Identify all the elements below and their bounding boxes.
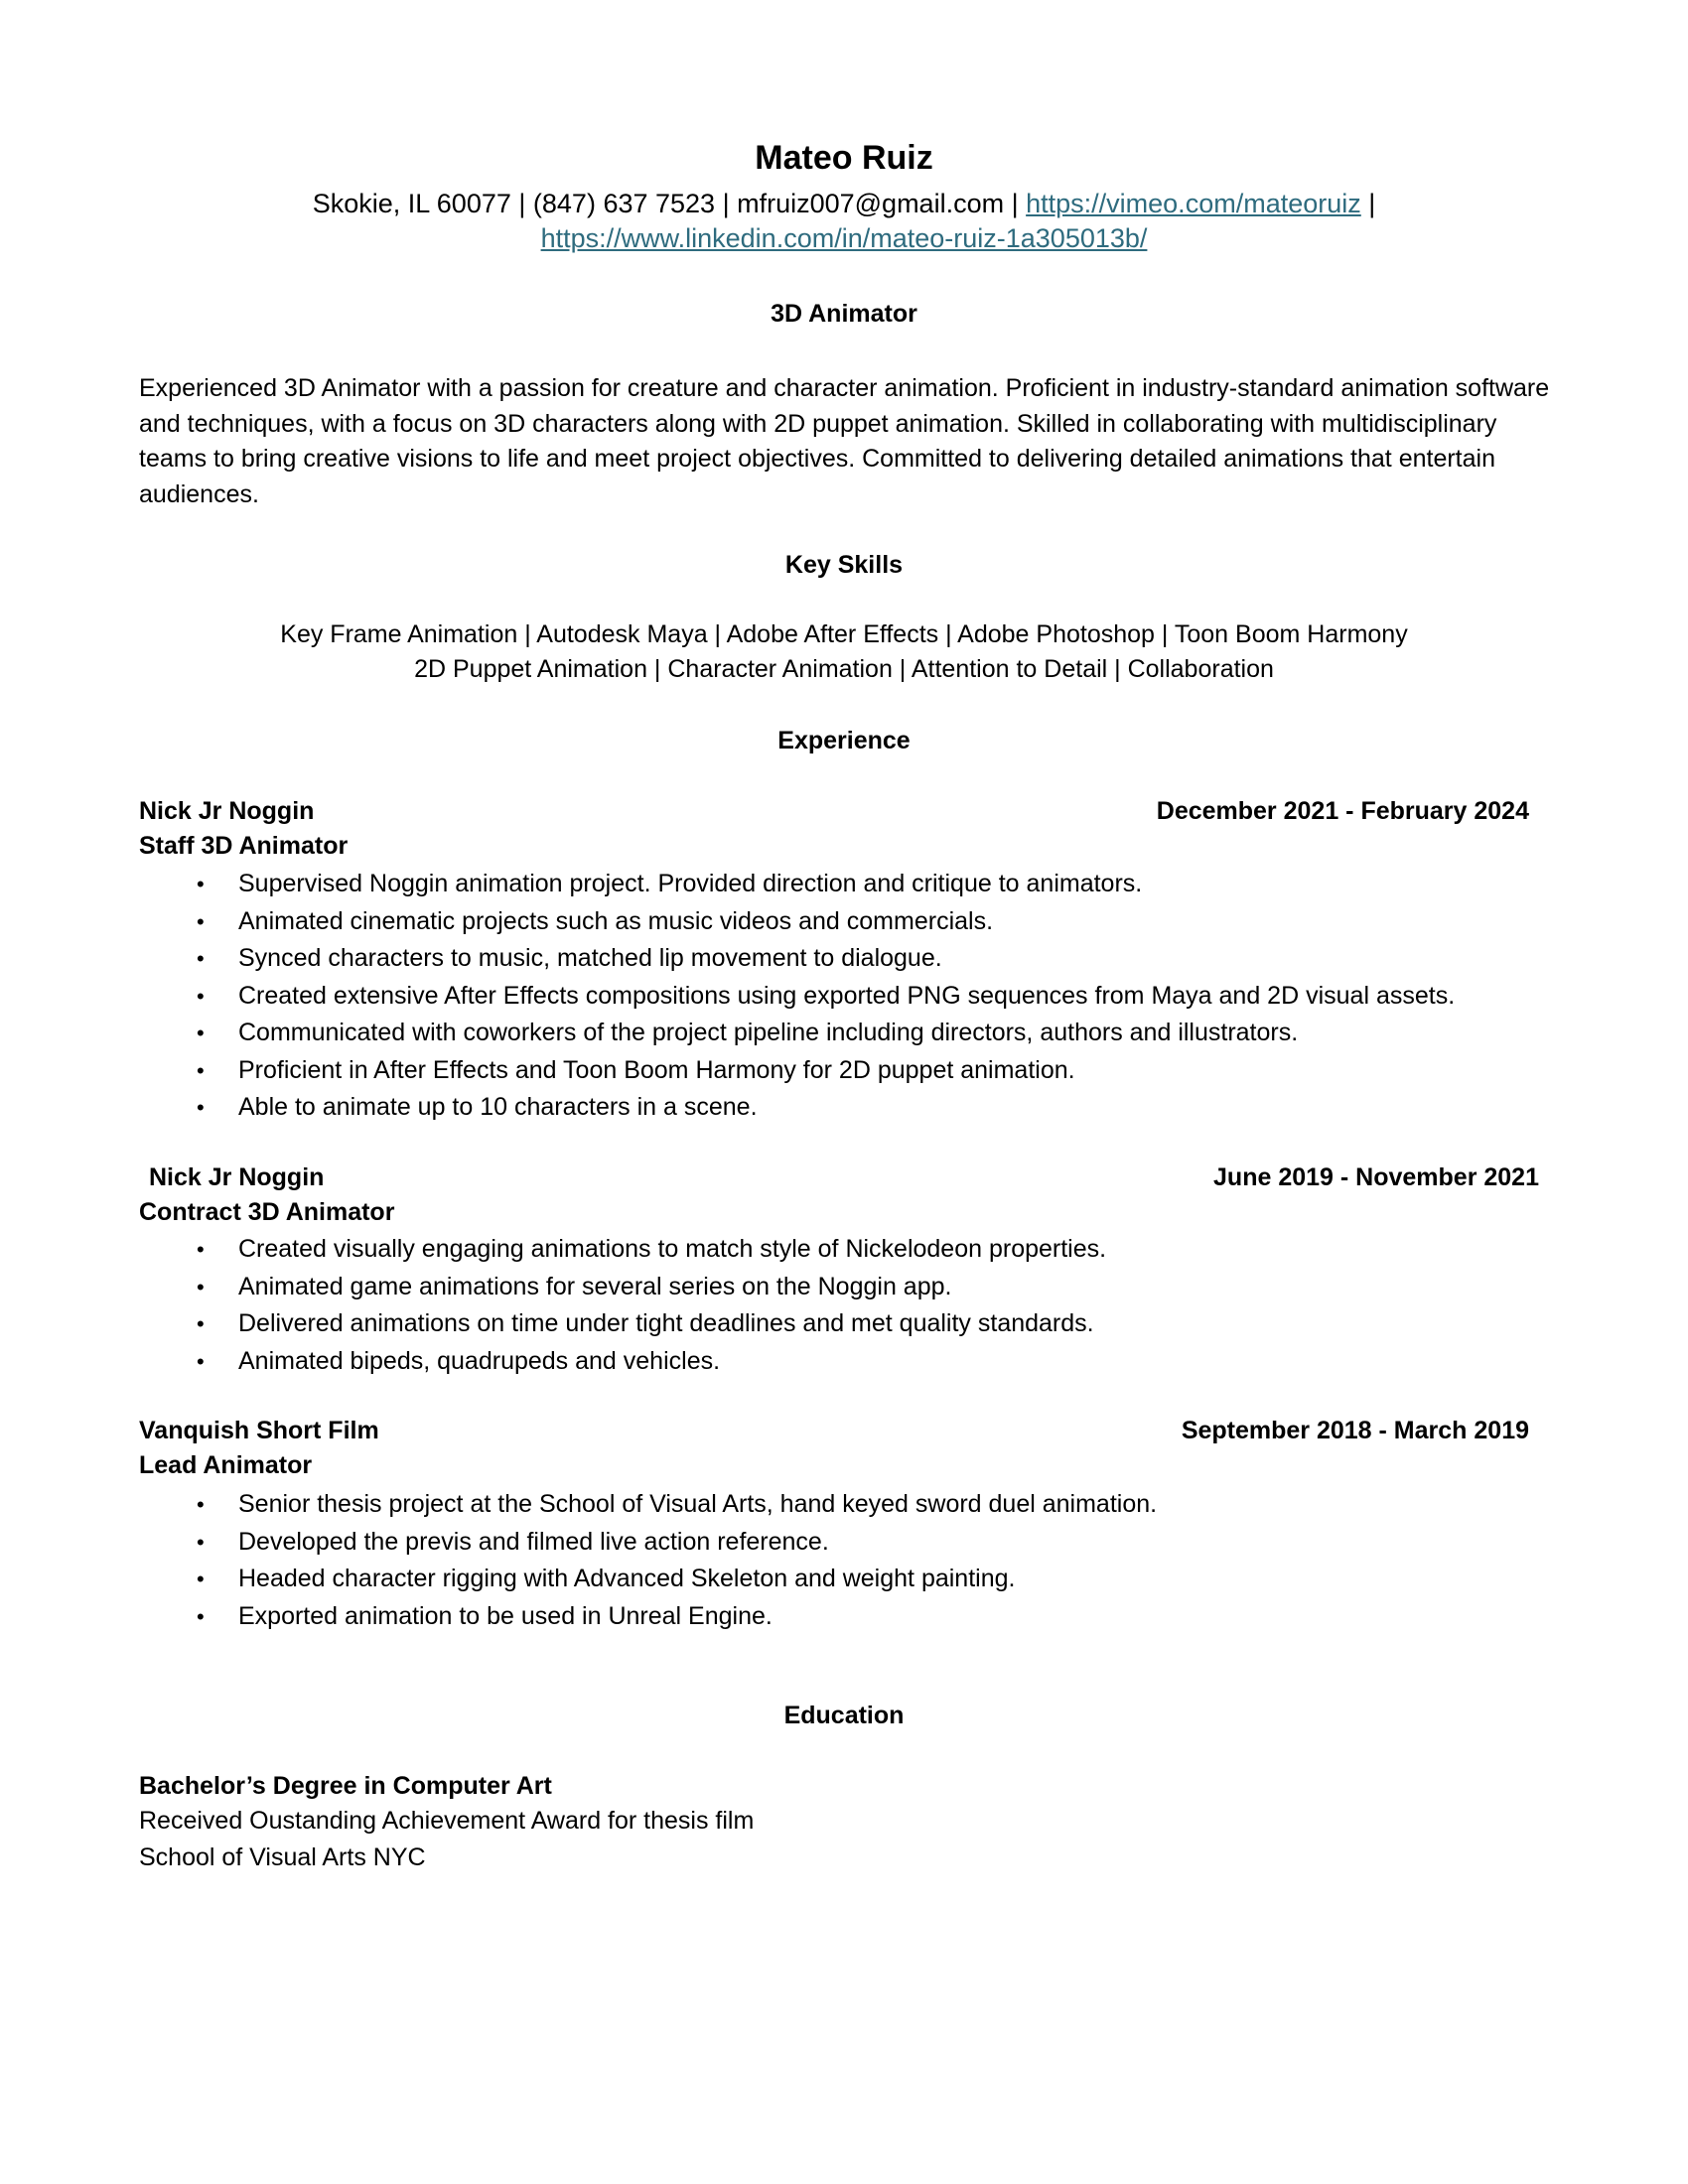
- job-role: Staff 3D Animator: [139, 832, 349, 860]
- school: School of Visual Arts NYC: [139, 1843, 426, 1871]
- list-item: [139, 1598, 1157, 1636]
- separator: |: [715, 189, 738, 218]
- bullet: •: [197, 908, 205, 934]
- bullet-text: Supervised Noggin animation project. Provided direction and critique to animators.: [238, 870, 1143, 897]
- list-item: [139, 1305, 1106, 1343]
- job-bullets: [139, 1231, 1106, 1380]
- bullet-text: Synced characters to music, matched lip movement to dialogue.: [238, 944, 942, 972]
- bullet: •: [197, 946, 205, 971]
- bullet: •: [197, 1057, 205, 1083]
- list-item: [139, 978, 1455, 1016]
- job-company: Nick Jr Noggin: [139, 797, 315, 825]
- email: mfruiz007@gmail.com: [737, 189, 1005, 218]
- location: Skokie, IL 60077: [312, 189, 511, 218]
- job-title: 3D Animator: [771, 300, 917, 328]
- bullet-text: Senior thesis project at the School of Visual Arts, hand keyed sword duel animation.: [238, 1490, 1158, 1518]
- phone: (847) 637 7523: [532, 189, 716, 218]
- education-heading: Education: [783, 1702, 905, 1729]
- job-company: Vanquish Short Film: [139, 1417, 379, 1444]
- bullet-text: Exported animation to be used in Unreal Engine.: [238, 1601, 773, 1630]
- bullet-text: Delivered animations on time under tight deadlines and met quality standards.: [238, 1309, 1094, 1337]
- bullet-text: Communicated with coworkers of the project pipeline including directors, authors and illustrators.: [238, 1019, 1299, 1046]
- bullet-text: Animated cinematic projects such as music videos and commercials.: [238, 906, 994, 935]
- list-item: [139, 1269, 1106, 1306]
- skills-line-1: Key Frame Animation | Autodesk Maya | Adobe After Effects | Adobe Photoshop | Toon Boom Harmony: [280, 620, 1408, 648]
- bullet-text: Animated game animations for several series on the Noggin app.: [238, 1272, 952, 1300]
- list-item: [139, 1343, 1106, 1381]
- summary-paragraph: Experienced 3D Animator with a passion for creature and character animation. Proficient in industry-standard animation software and techniques, with a focus on 3D characters along with 2D puppet animation. Skilled in collaborating with multidisciplinary teams to bring creative visions to life and meet project objectives. Committed to delivering detailed animations that entertain audiences.: [139, 374, 1550, 508]
- bullet: •: [197, 872, 205, 896]
- linkedin-link[interactable]: https://www.linkedin.com/in/mateo-ruiz-1a305013b/: [540, 223, 1148, 253]
- bullet-text: Created visually engaging animations to match style of Nickelodeon properties.: [238, 1235, 1107, 1263]
- bullet: •: [197, 1237, 205, 1262]
- experience-heading: Experience: [777, 727, 911, 754]
- job-dates: June 2019 - November 2021: [1213, 1163, 1539, 1191]
- bullet: •: [197, 1603, 205, 1629]
- bullet: •: [197, 1529, 205, 1555]
- job-role: Lead Animator: [139, 1451, 313, 1479]
- bullet: •: [197, 1567, 205, 1591]
- bullet: •: [197, 983, 205, 1009]
- separator: |: [1004, 189, 1027, 218]
- bullet-text: Headed character rigging with Advanced Skeleton and weight painting.: [238, 1565, 1016, 1592]
- bullet-text: Able to animate up to 10 characters in a scene.: [238, 1093, 758, 1121]
- list-item: [139, 1015, 1455, 1052]
- award: Received Oustanding Achievement Award for thesis film: [139, 1807, 755, 1835]
- bullet: •: [197, 1492, 205, 1517]
- skills-heading: Key Skills: [784, 551, 904, 579]
- list-item: [139, 903, 1455, 941]
- list-item: [139, 1486, 1157, 1524]
- candidate-name: Mateo Ruiz: [755, 139, 933, 177]
- list-item: [139, 940, 1455, 978]
- list-item: [139, 1231, 1106, 1269]
- skills-line-2: 2D Puppet Animation | Character Animation | Attention to Detail | Collaboration: [414, 655, 1274, 683]
- bullet-text: Developed the previs and filmed live action reference.: [238, 1527, 829, 1556]
- list-item: [139, 1561, 1157, 1598]
- job-bullets: [139, 866, 1455, 1127]
- bullet-text: Animated bipeds, quadrupeds and vehicles.: [238, 1346, 721, 1375]
- bullet: •: [197, 1274, 205, 1299]
- job-dates: September 2018 - March 2019: [1181, 1417, 1529, 1444]
- job-role: Contract 3D Animator: [139, 1198, 395, 1226]
- vimeo-link[interactable]: https://vimeo.com/mateoruiz: [1026, 189, 1361, 218]
- job-company: Nick Jr Noggin: [149, 1163, 325, 1191]
- bullet: •: [197, 1095, 205, 1120]
- job-bullets: [139, 1486, 1157, 1635]
- bullet: •: [197, 1021, 205, 1045]
- bullet-text: Proficient in After Effects and Toon Boom Harmony for 2D puppet animation.: [238, 1055, 1075, 1084]
- degree: Bachelor’s Degree in Computer Art: [139, 1772, 552, 1800]
- bullet: •: [197, 1348, 205, 1374]
- separator: |: [510, 189, 533, 218]
- separator: |: [1360, 189, 1376, 218]
- contact-line: [0, 189, 1688, 219]
- list-item: [139, 1052, 1455, 1090]
- list-item: [139, 1089, 1455, 1127]
- job-dates: December 2021 - February 2024: [1156, 797, 1529, 825]
- contact-line-2: [0, 223, 1688, 254]
- list-item: [139, 866, 1455, 903]
- bullet-text: Created extensive After Effects compositions using exported PNG sequences from Maya and 2D visual assets.: [238, 981, 1456, 1010]
- list-item: [139, 1524, 1157, 1562]
- bullet: •: [197, 1311, 205, 1336]
